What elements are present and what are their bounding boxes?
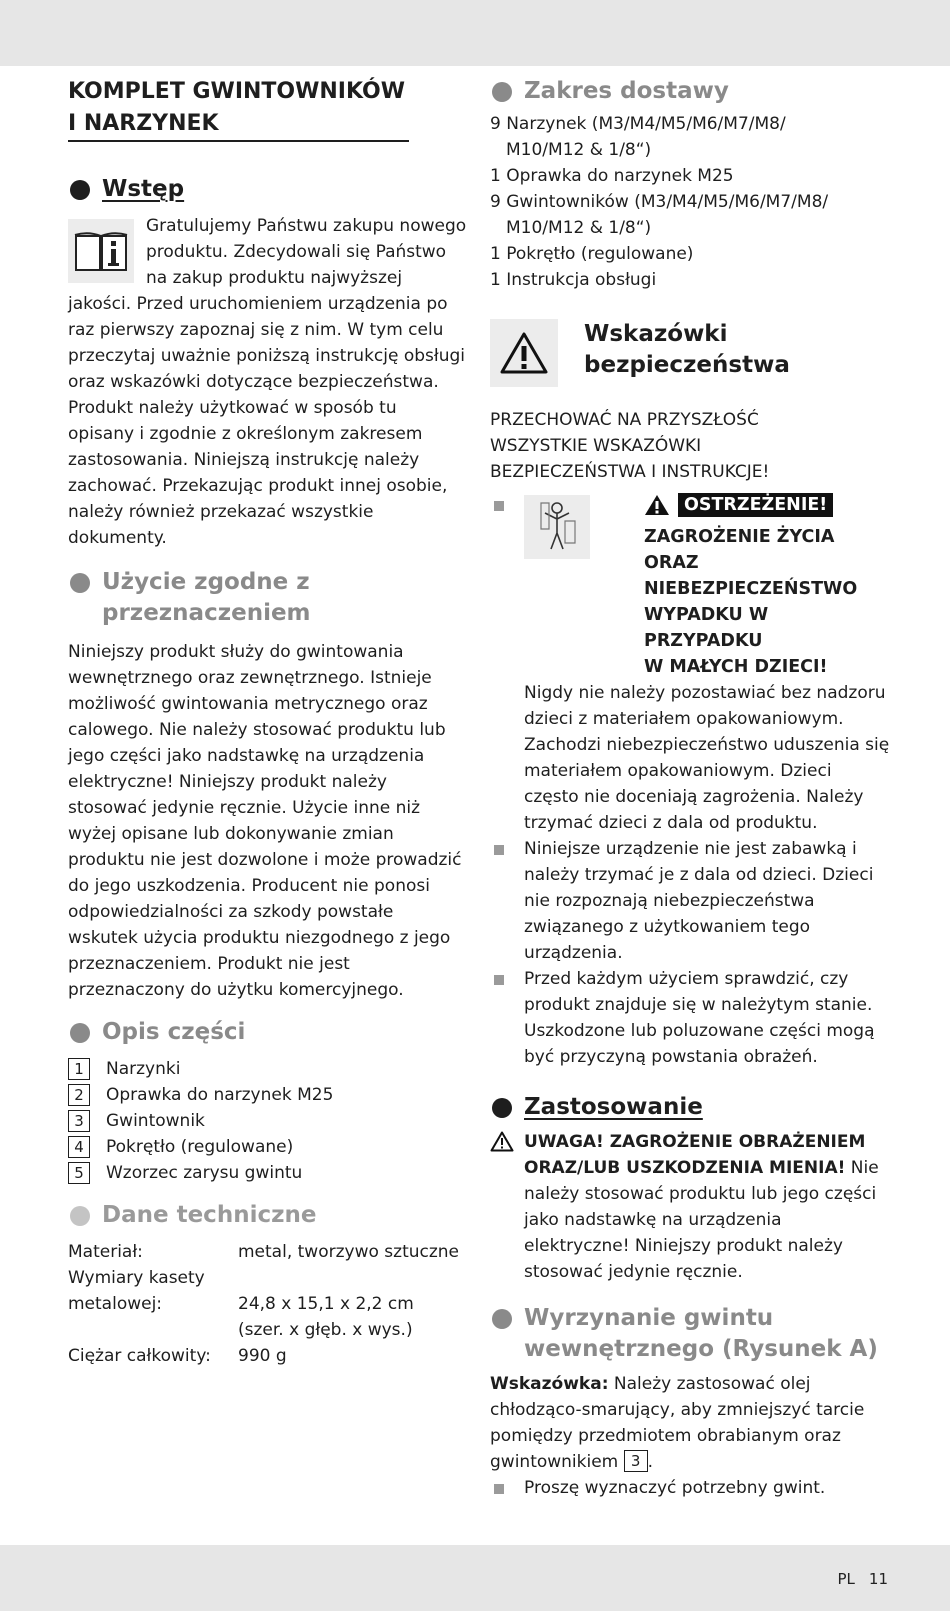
dims-value-line-2: (szer. x głęb. x wys.): [238, 1320, 413, 1340]
safety-title: [584, 319, 790, 381]
square-bullet-icon: [494, 975, 504, 985]
warning-line-4: W MAŁYCH DZIECI!: [644, 657, 828, 677]
list-item: [490, 111, 890, 163]
part-label: Oprawka do narzynek M25: [106, 1085, 334, 1105]
material-label: Materiał:: [68, 1242, 143, 1262]
bullet-dot-icon: [70, 1023, 90, 1043]
heading-line-1: Wyrzynanie gwintu: [524, 1305, 774, 1331]
right-column: [490, 76, 890, 1501]
safety-title-line-2: bezpieczeństwa: [584, 352, 790, 378]
child-warning-item: [490, 493, 890, 836]
warning-line-1: ZAGROŻENIE ŻYCIA ORAZ: [644, 527, 835, 573]
safety-heading-block: [490, 319, 890, 389]
dims-label-line-1: Wymiary kasety: [68, 1268, 205, 1288]
list-item: [490, 1475, 890, 1501]
warning-small-icon: [644, 494, 670, 516]
title-line-2: I NARZYNEK: [68, 111, 219, 136]
part-label: Gwintownik: [106, 1111, 205, 1131]
hint-text: Należy zastosować olej chłodząco-smarujący, aby zmniejszyć tarcie pomiędzy przedmiotem obrabianym oraz gwintownikiem: [490, 1374, 865, 1472]
delivery-item-continuation: M10/M12 & 1/8“): [506, 218, 652, 238]
list-item: [68, 1160, 468, 1186]
warning-badge-label: OSTRZEŻENIE!: [678, 493, 833, 517]
title-line-1: KOMPLET GWINTOWNIKÓW: [68, 79, 406, 104]
parts-list: [68, 1056, 468, 1186]
section-heading-delivery: [490, 76, 890, 107]
document-title: [68, 76, 409, 142]
part-number-box: 1: [68, 1058, 90, 1080]
bullet-text: Przed każdym użyciem sprawdzić, czy produkt znajduje się w należytym stanie. Uszkodzone lub poluzowane części mogą być przyczyną powstania obrażeń.: [524, 969, 875, 1067]
warning-badge: [644, 493, 833, 517]
heading-label: Zastosowanie: [524, 1094, 703, 1120]
heading-label: Zakres dostawy: [524, 78, 729, 104]
bullet-dot-icon: [492, 1098, 512, 1118]
heading-label: Dane techniczne: [102, 1202, 317, 1228]
part-reference-box: 3: [624, 1450, 648, 1472]
list-item: 1 Oprawka do narzynek M25: [490, 166, 734, 186]
page-footer: [824, 1570, 889, 1588]
left-column: [68, 76, 468, 1369]
safety-title-line-1: Wskazówki: [584, 321, 728, 347]
notice-line-1: PRZECHOWAĆ NA PRZYSZŁOŚĆ: [490, 410, 759, 430]
list-item: 1 Instrukcja obsługi: [490, 270, 657, 290]
heading-label: Opis części: [102, 1019, 246, 1045]
intro-paragraph: Gratulujemy Państwu zakupu nowego produktu. Zdecydowali się Państwo na zakup produktu najwyższej jakości. Przed uruchomieniem urządzenia po raz pierwszy zapoznaj się z nim. W tym celu przeczytaj uważnie poniższą instrukcję obsługi oraz wskazówki dotyczące bezpieczeństwa. Produkt należy użytkować w sposób tu opisany i zgodnie z określonym zakresem zastosowania. Niniejszą instrukcję należy zachować. Przekazując produkt innej osobie, należy również przekazać wszystkie dokumenty.: [68, 216, 467, 548]
delivery-item-continuation: M10/M12 & 1/8“): [506, 140, 652, 160]
child-hazard-icon: [524, 495, 590, 559]
warning-paragraph: Nigdy nie należy pozostawiać bez nadzoru dzieci z materiałem opakowaniowym. Zachodzi niebezpieczeństwo uduszenia się materiałem opakowaniowym. Dzieci często nie doceniają zagrożenia. Należy trzymać dzieci z dala od produktu.: [524, 683, 890, 833]
list-item: [68, 1108, 468, 1134]
part-number-box: 5: [68, 1162, 90, 1184]
bullet-dot-icon: [70, 180, 90, 200]
section-heading-intro: [68, 174, 468, 205]
caution-block: [490, 1129, 890, 1285]
bottom-margin-band: [0, 1545, 950, 1611]
list-item: [68, 1082, 468, 1108]
part-label: Narzynki: [106, 1059, 181, 1079]
hint-end: .: [647, 1452, 654, 1472]
hint-label: Wskazówka:: [490, 1374, 609, 1394]
part-number-box: 4: [68, 1136, 90, 1158]
part-label: Pokrętło (regulowane): [106, 1137, 294, 1157]
dims-label-line-2: metalowej:: [68, 1294, 163, 1314]
list-item: [68, 1056, 468, 1082]
section-heading-application: [490, 1092, 890, 1123]
square-bullet-icon: [494, 501, 504, 511]
tech-data-table: [68, 1239, 468, 1369]
warning-triangle-icon: [490, 319, 558, 387]
heading-label: Wstęp: [102, 176, 185, 202]
heading-line-2: wewnętrznego (Rysunek A): [524, 1336, 878, 1362]
section-heading-intended-use: [68, 567, 468, 629]
warning-line-3: WYPADKU W PRZYPADKU: [644, 605, 769, 651]
heading-line-1: Użycie zgodne z: [102, 569, 310, 595]
list-item: 1 Pokrętło (regulowane): [490, 244, 694, 264]
list-item: [490, 836, 890, 966]
heading-line-2: przeznaczeniem: [102, 600, 311, 626]
intended-use-paragraph: Niniejszy produkt służy do gwintowania wewnętrznego oraz zewnętrznego. Istnieje możliwość gwintowania metrycznego oraz calowego. Nie należy stosować produktu lub jego części jako nadstawkę na urządzenia elektryczne! Niniejszy produkt należy stosować jedynie ręcznie. Użycie inne niż wyżej opisane lub dokonywanie zmian produktu nie jest dozwolone i może prowadzić do jego uszkodzenia. Producent nie ponosi odpowiedzialności za szkody powstałe wskutek użycia produktu niezgodnego z jego przeznaczeniem. Produkt nie jest przeznaczony do użytku komercyjnego.: [68, 642, 462, 1000]
bullet-dot-icon: [492, 82, 512, 102]
part-number-box: 2: [68, 1084, 90, 1106]
keep-instructions-notice: [490, 407, 890, 485]
dims-label: [68, 1265, 238, 1343]
page-number: 11: [868, 1570, 888, 1588]
caution-label: UWAGA! ZAGROŻENIE OBRAŻENIEM ORAZ/LUB USZKODZENIA MIENIA!: [524, 1132, 866, 1178]
weight-label: Ciężar całkowity:: [68, 1346, 211, 1366]
material-value: metal, tworzywo sztuczne: [238, 1242, 460, 1262]
dims-value-line-1: 24,8 x 15,1 x 2,2 cm: [238, 1294, 414, 1314]
dims-value: [238, 1265, 468, 1343]
bullet-text: Proszę wyznaczyć potrzebny gwint.: [524, 1478, 826, 1498]
square-bullet-icon: [494, 845, 504, 855]
caution-icon: [490, 1131, 514, 1152]
bullet-dot-icon: [70, 573, 90, 593]
bullet-dot-icon: [70, 1206, 90, 1226]
bullet-dot-icon: [492, 1309, 512, 1329]
notice-line-2: WSZYSTKIE WSKAZÓWKI: [490, 436, 702, 456]
child-warning-text: [644, 493, 890, 680]
section-heading-internal-thread: [490, 1303, 890, 1365]
delivery-item-text: 9 Gwintowników (M3/M4/M5/M6/M7/M8/: [490, 192, 829, 212]
warning-line-2: NIEBEZPIECZEŃSTWO: [644, 579, 858, 599]
list-item: [490, 189, 890, 241]
hint-paragraph: [490, 1371, 890, 1475]
top-margin-band: [0, 0, 950, 66]
list-item: [68, 1134, 468, 1160]
section-heading-tech-data: [68, 1200, 468, 1231]
caution-text: Nie należy stosować produktu lub jego części jako nadstawkę na urządzenia elektryczne! Niniejszy produkt należy stosować jedynie ręcznie.: [524, 1158, 879, 1282]
weight-value: 990 g: [238, 1346, 287, 1366]
delivery-list: [490, 111, 890, 293]
square-bullet-icon: [494, 1484, 504, 1494]
part-label: Wzorzec zarysu gwintu: [106, 1163, 303, 1183]
list-item: [490, 966, 890, 1070]
part-number-box: 3: [68, 1110, 90, 1132]
delivery-item-text: 9 Narzynek (M3/M4/M5/M6/M7/M8/: [490, 114, 786, 134]
language-code: PL: [837, 1570, 855, 1588]
bullet-text: Niniejsze urządzenie nie jest zabawką i należy trzymać je z dala od dzieci. Dzieci nie rozpoznają niebezpieczeństwa związanego z użytkowaniem tego urządzenia.: [524, 839, 874, 963]
section-heading-parts: [68, 1017, 468, 1048]
notice-line-3: BEZPIECZEŃSTWA I INSTRUKCJE!: [490, 462, 770, 482]
manual-info-icon: [68, 219, 134, 283]
